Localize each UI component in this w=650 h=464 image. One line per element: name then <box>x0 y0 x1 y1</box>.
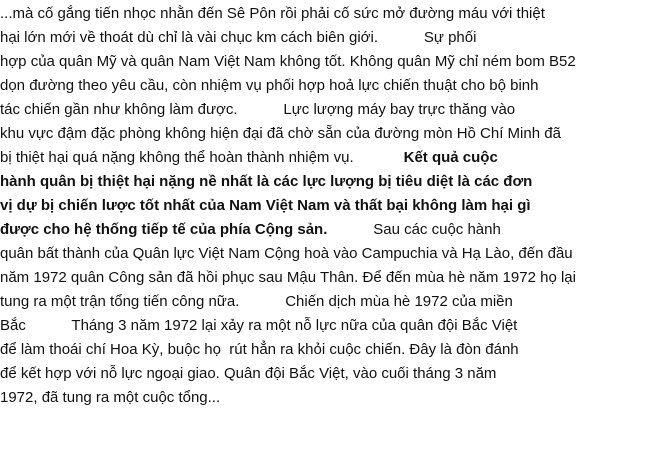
text-line <box>0 2 650 26</box>
text-line <box>0 194 650 218</box>
text-line <box>0 98 650 122</box>
bold-text-segment: hành quân bị thiệt hại nặng nề nhất là các lực lượng bị tiêu diệt là các đơn <box>0 173 533 190</box>
text-line <box>0 170 650 194</box>
text-segment: hại lớn mới về thoát dù chỉ là vài chục km cách biên giới. <box>0 29 379 46</box>
text-segment: ...mà cố gắng tiến nhọc nhằn đến Sê Pôn rồi phải cố sức mở đường máu với thiệt <box>0 5 545 22</box>
text-segment: khu vực đậm đặc phòng không hiện đại đã chờ sẵn của đường mòn Hồ Chí Minh đã <box>0 125 561 142</box>
text-segment: tung ra một trận tổng tiến công nữa. <box>0 293 240 310</box>
text-line <box>0 386 650 410</box>
text-line <box>0 74 650 98</box>
text-segment: 1972, đã tung ra một cuộc tổng... <box>0 389 221 406</box>
text-line <box>0 26 650 50</box>
text-segment: năm 1972 quân Công sản đã hồi phục sau Mậu Thân. Để đến mùa hè năm 1972 họ lại <box>0 269 576 286</box>
text-segment: hợp của quân Mỹ và quân Nam Việt Nam không tốt. Không quân Mỹ chỉ ném bom B52 <box>0 53 576 70</box>
text-segment: Chiến dịch mùa hè 1972 của miền <box>239 293 513 310</box>
text-segment: quân bất thành của Quân lực Việt Nam Cộng hoà vào Campuchia và Hạ Lào, đến đầu <box>0 245 573 262</box>
bold-text-segment: được cho hệ thống tiếp tế của phía Cộng sản. <box>0 221 328 238</box>
text-line <box>0 338 650 362</box>
text-segment: Sự phối <box>378 29 477 46</box>
bold-text-segment: Kết quả cuộc <box>353 149 498 166</box>
text-segment: Sau các cuộc hành <box>327 221 501 238</box>
bold-text-segment: vị dự bị chiến lược tốt nhất của Nam Việt Nam và thất bại không làm hại gì <box>0 197 531 214</box>
text-segment: Lực lượng máy bay trực thăng vào <box>237 101 516 118</box>
text-segment: dọn đường theo yêu cầu, còn nhiệm vụ phối hợp hoả lực chiến thuật cho bộ binh <box>0 77 539 94</box>
text-line <box>0 290 650 314</box>
text-line <box>0 122 650 146</box>
text-line <box>0 50 650 74</box>
text-segment: để làm thoái chí Hoa Kỳ, buộc họ rút hẳn ra khỏi cuộc chiến. Đây là đòn đánh <box>0 341 519 358</box>
text-line <box>0 362 650 386</box>
text-segment: Tháng 3 năm 1972 lại xảy ra một nỗ lực nữa của quân đội Bắc Việt <box>25 317 518 334</box>
text-line <box>0 266 650 290</box>
text-segment: để kết hợp với nỗ lực ngoại giao. Quân đội Bắc Việt, vào cuối tháng 3 năm <box>0 365 497 382</box>
text-line <box>0 242 650 266</box>
text-segment: Bắc <box>0 317 26 334</box>
text-line <box>0 314 650 338</box>
text-segment: tác chiến gần như không làm được. <box>0 101 238 118</box>
text-line <box>0 146 650 170</box>
text-line <box>0 218 650 242</box>
text-segment: bị thiệt hại quá nặng không thể hoàn thành nhiệm vụ. <box>0 149 354 166</box>
